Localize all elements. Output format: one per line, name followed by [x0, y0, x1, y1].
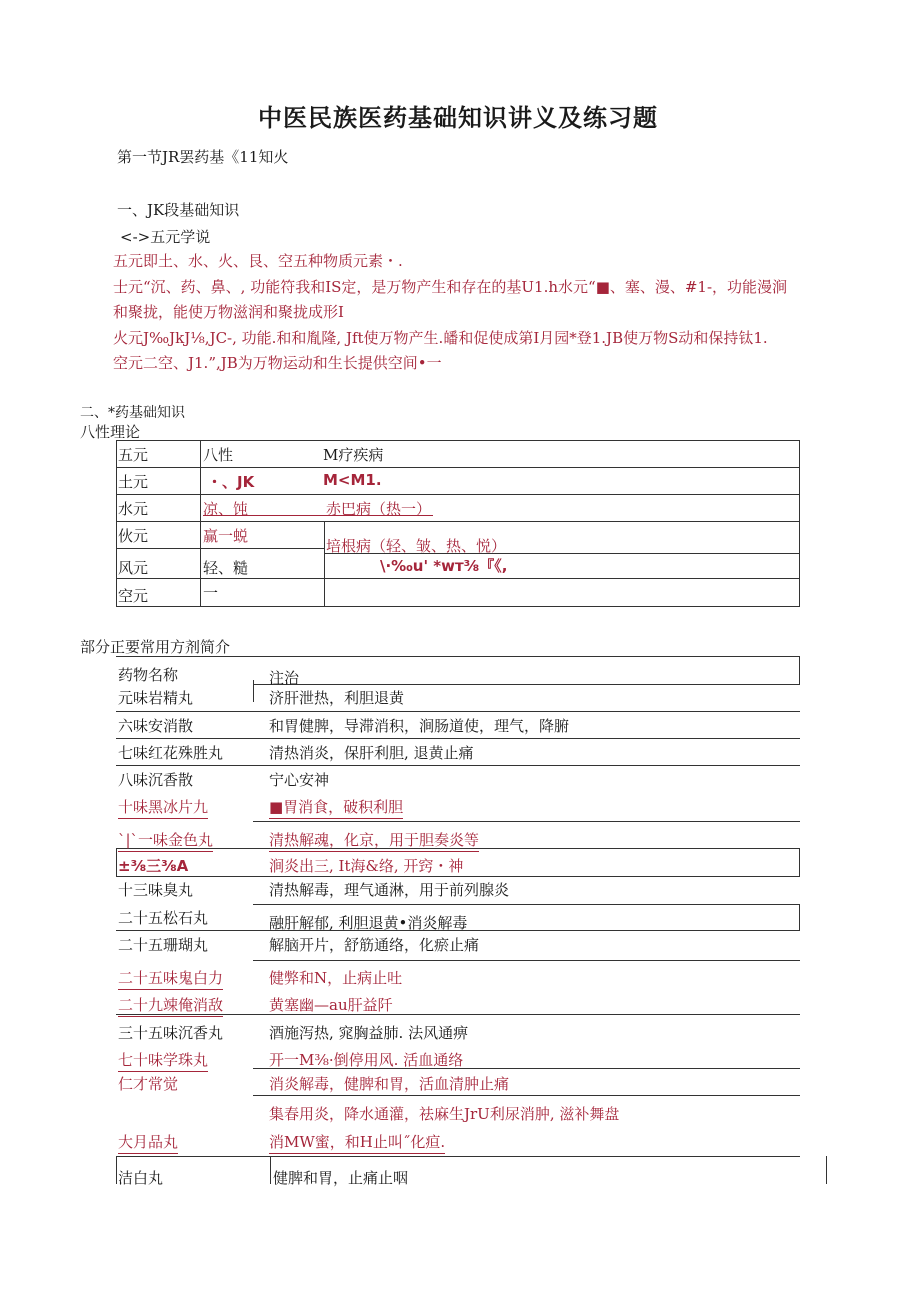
disease-cell: M疗疾病: [323, 446, 384, 464]
medicine-indication: 和胃健脾，导滞消积，涧肠道使，理气，降腑: [269, 717, 570, 735]
subheading-eight-properties: 八性理论: [80, 423, 141, 441]
element-cell: 空元: [118, 587, 149, 605]
property-cell: 赢一蜕: [203, 527, 249, 545]
medicine-name: 六味安消散: [118, 717, 194, 735]
property-cell: 轻、糙: [203, 559, 249, 577]
paragraph-line: 空元二空、J1.”,JB为万物运动和生长提供空间•一: [113, 354, 442, 372]
element-cell: 风元: [118, 559, 149, 577]
medicine-indication: 健脾和胃，止痛止咽: [273, 1169, 409, 1187]
medicine-indication: 济肝泄热，利胆退黄: [269, 689, 405, 707]
disease-cell: 培根病（轻、皱、热、悦）: [326, 537, 507, 555]
medicine-name: 大月品丸: [118, 1131, 178, 1154]
page-title: 中医民族医药基础知识讲义及练习题: [258, 104, 658, 132]
medicine-indication: 清热解魂，化京，用于胆奏炎等: [269, 829, 479, 852]
medicine-name: 三十五味沉香丸: [118, 1024, 224, 1042]
medicine-indication: 消MW蜜，和H止叫˝化疸.: [269, 1131, 445, 1154]
medicine-name: 二十九竦俺消敌: [118, 994, 223, 1017]
element-cell: 伙元: [118, 527, 149, 545]
medicine-name: 七十味学珠丸: [118, 1049, 208, 1072]
medicine-name: 二十五松石丸: [118, 909, 209, 927]
medicine-name: 二十五珊瑚丸: [118, 936, 209, 954]
medicine-indication: 宁心安神: [269, 771, 330, 789]
medicine-name: 八味沉香散: [118, 771, 194, 789]
section-heading: 第一节JR罢药基《11知火: [117, 148, 289, 166]
medicine-indication: 集春用炎，降水通灌，祛麻生JrU利尿消肿, 滋补舞盘: [269, 1105, 620, 1123]
medicine-indication: 解脑开片，舒筋通络，化瘀止痛: [269, 936, 480, 954]
medicine-indication: 黄塞幽—au肝益阡: [269, 996, 393, 1014]
disease-cell: M<M1.: [323, 471, 382, 489]
medicine-name: 仁才常觉: [118, 1075, 179, 1093]
medicine-indication: 开一M⅜·倒停用风. 活血通络: [269, 1051, 464, 1069]
medicine-name: 十三味臭丸: [118, 881, 194, 899]
part1-heading: 一、JK段基础知识: [117, 201, 240, 219]
disease-cell: \·‰u' *wт⅜『《,: [380, 557, 508, 575]
medicine-indication: 清热消炎，保肝利胆, 退黄止痛: [269, 744, 474, 762]
element-cell: 五元: [118, 446, 149, 464]
property-cell: 凉、饨: [203, 500, 249, 518]
column-header-indication: 注治: [269, 669, 300, 687]
medicine-indication: 融肝解郁, 利胆退黄•消炎解毒: [269, 914, 468, 932]
column-header-name: 药物名称: [118, 666, 179, 684]
medicine-indication: 健弊和N，止病止吐: [269, 969, 403, 987]
medicine-indication: ■胃消食，破积利胆: [269, 796, 403, 819]
disease-cell: 赤巴病（热一）: [326, 500, 432, 518]
medicine-indication: 涧炎出三, It海&络, 开窍・神: [269, 857, 464, 875]
property-cell: 八性: [203, 446, 234, 464]
medicine-indication: 酒施泻热, 窕胸益肺. 法风通痹: [269, 1024, 469, 1042]
part2-heading: 二、*药基础知识: [80, 405, 185, 421]
medicine-indication: 清热解毒，理气通淋，用于前列腺炎: [269, 881, 510, 899]
paragraph-line: 火元J‰JkJ⅛,JC-, 功能.和和胤隆, Jft使万物产生.皤和促使成第I月园*登1.JB使万物S动和保持钛1.: [113, 329, 768, 347]
medicine-name: 七味红花殊胜丸: [118, 744, 224, 762]
paragraph-line: 士元“沉、药、鼻、, 功能符我和IS定，是万物产生和存在的基U1.h水元“■、塞、漫、#1-，功能漫涧: [113, 278, 788, 296]
paragraph-line: 和聚拢，能使万物滋润和聚拢成形I: [113, 303, 344, 321]
subheading-prescriptions: 部分正要常用方剂简介: [80, 638, 231, 656]
paragraph-line: 五元即土、水、火、艮、空五种物质元素・.: [113, 252, 403, 270]
element-cell: 土元: [118, 473, 149, 491]
medicine-indication: 消炎解毒，健脾和胃，活血清肿止痛: [269, 1075, 510, 1093]
property-cell: 一: [203, 584, 219, 602]
subheading-five-elements: <->五元学说: [120, 228, 211, 246]
medicine-name: 二十五味鬼白力: [118, 967, 223, 990]
property-cell: ・、JK: [207, 473, 255, 491]
medicine-name: 洁白丸: [118, 1169, 164, 1187]
medicine-name: 元味岩精丸: [118, 689, 194, 707]
medicine-name: 十味黑冰片九: [118, 796, 208, 819]
medicine-name: ±⅜三⅜A: [118, 857, 189, 875]
element-cell: 水元: [118, 500, 149, 518]
medicine-name: `|`一味金色丸: [118, 829, 213, 852]
